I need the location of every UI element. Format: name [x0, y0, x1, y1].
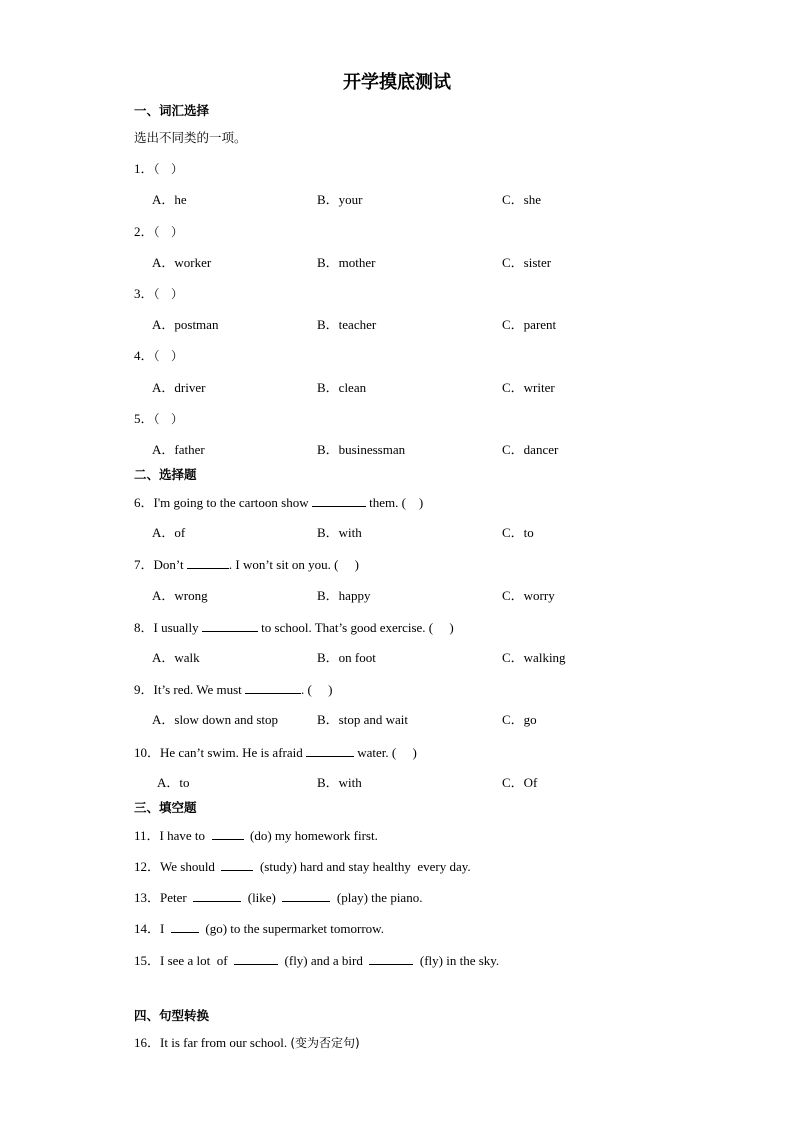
q11-blank[interactable]	[212, 827, 244, 840]
section-2-heading: 二、选择题	[134, 467, 197, 482]
question-6: 6．I'm going to the cartoon show them. ( )	[134, 495, 424, 510]
q8-blank[interactable]	[202, 619, 258, 632]
q12-blank[interactable]	[221, 858, 253, 871]
question-13: 13．Peter (like) (play) the piano.	[134, 890, 423, 905]
q9-blank[interactable]	[245, 681, 301, 694]
question-2: 2．（ ）	[134, 224, 183, 239]
q9-option-b[interactable]: B．stop and wait	[317, 712, 408, 727]
question-14: 14．I (go) to the supermarket tomorrow.	[134, 921, 384, 936]
question-3: 3．（ ）	[134, 286, 183, 301]
q13-blank-2[interactable]	[282, 889, 330, 902]
q4-option-c[interactable]: C．writer	[502, 380, 555, 395]
q7-option-c[interactable]: C．worry	[502, 588, 555, 603]
q10-option-b[interactable]: B．with	[317, 775, 362, 790]
section-3-heading: 三、填空题	[134, 800, 197, 815]
q7-blank[interactable]	[187, 556, 229, 569]
q1-option-c[interactable]: C．she	[502, 192, 542, 207]
question-9: 9．It’s red. We must . ( )	[134, 682, 333, 697]
q13-blank-1[interactable]	[193, 889, 241, 902]
q5-option-c[interactable]: C．dancer	[502, 442, 559, 457]
question-4: 4．（ ）	[134, 348, 183, 363]
q2-option-a[interactable]: A．worker	[152, 255, 212, 270]
section-1-heading: 一、词汇选择	[134, 103, 210, 118]
q7-option-b[interactable]: B．happy	[317, 588, 371, 603]
q1-option-b[interactable]: B．your	[317, 192, 363, 207]
question-10: 10．He can’t swim. He is afraid water. ( )	[134, 745, 417, 760]
question-16: 16．It is far from our school. (变为否定句)	[134, 1035, 360, 1050]
q2-option-b[interactable]: B．mother	[317, 255, 376, 270]
q9-option-a[interactable]: A．slow down and stop	[152, 712, 279, 727]
q6-option-a[interactable]: A．of	[152, 525, 186, 540]
q6-blank[interactable]	[312, 494, 366, 507]
q5-option-b[interactable]: B．businessman	[317, 442, 406, 457]
q14-blank[interactable]	[171, 920, 199, 933]
q10-blank[interactable]	[306, 744, 354, 757]
q15-blank-2[interactable]	[369, 952, 413, 965]
q15-blank-1[interactable]	[234, 952, 278, 965]
question-12: 12．We should (study) hard and stay healthy every day.	[134, 859, 471, 874]
page-title: 开学摸底测试	[343, 72, 451, 93]
q7-option-a[interactable]: A．wrong	[152, 588, 208, 603]
q6-option-b[interactable]: B．with	[317, 525, 362, 540]
question-5: 5．（ ）	[134, 411, 183, 426]
question-1: 1．（ ）	[134, 161, 183, 176]
q8-option-b[interactable]: B．on foot	[317, 650, 376, 665]
q3-option-b[interactable]: B．teacher	[317, 317, 377, 332]
question-7: 7．Don’t . I won’t sit on you. ( )	[134, 557, 359, 572]
q5-option-a[interactable]: A．father	[152, 442, 205, 457]
q10-option-a[interactable]: A．to	[157, 775, 190, 790]
section-1-instruction: 选出不同类的一项。	[134, 130, 247, 145]
q9-option-c[interactable]: C．go	[502, 712, 537, 727]
question-11: 11．I have to (do) my homework first.	[134, 828, 378, 843]
q3-option-a[interactable]: A．postman	[152, 317, 219, 332]
q10-option-c[interactable]: C．Of	[502, 775, 538, 790]
section-4-heading: 四、句型转换	[134, 1008, 210, 1023]
q6-option-c[interactable]: C．to	[502, 525, 534, 540]
q8-option-c[interactable]: C．walking	[502, 650, 566, 665]
q1-option-a[interactable]: A．he	[152, 192, 187, 207]
q3-option-c[interactable]: C．parent	[502, 317, 557, 332]
question-8: 8．I usually to school. That’s good exercise. ( )	[134, 620, 454, 635]
q2-option-c[interactable]: C．sister	[502, 255, 552, 270]
question-15: 15．I see a lot of (fly) and a bird (fly) in the sky.	[134, 953, 500, 968]
q8-option-a[interactable]: A．walk	[152, 650, 200, 665]
q4-option-a[interactable]: A．driver	[152, 380, 206, 395]
q4-option-b[interactable]: B．clean	[317, 380, 367, 395]
